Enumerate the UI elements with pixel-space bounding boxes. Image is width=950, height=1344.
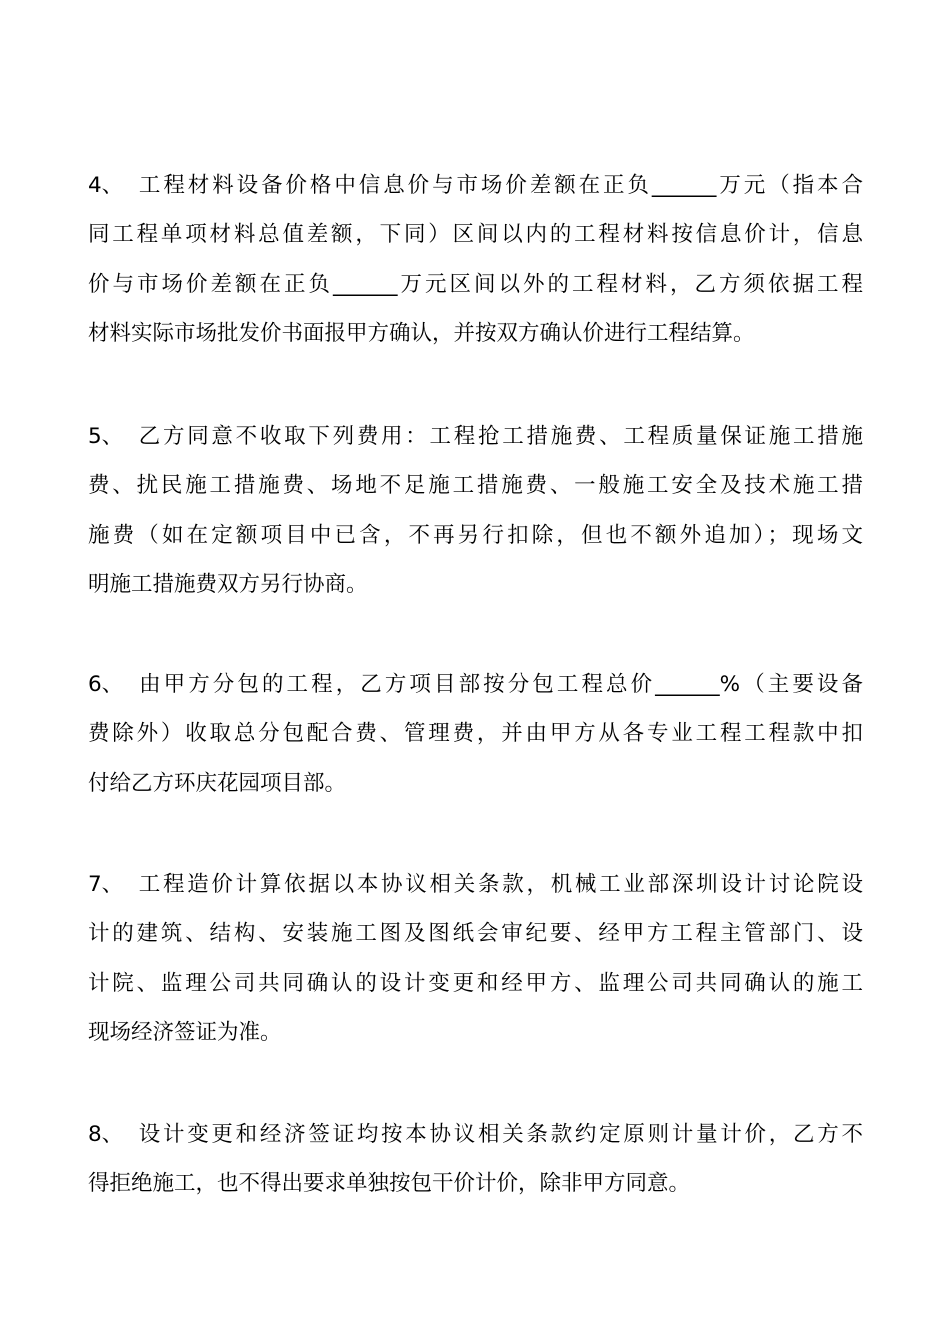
- clause-6-text-line-2: 费除外）收取总分包配合费、管理费，并由甲方从各专业工程工程款中扣: [88, 721, 863, 747]
- clause-4-text-line-2: 同工程单项材料总值差额，下同）区间以内的工程材料按信息价计，信息: [88, 222, 863, 248]
- clause-4-text-line-4: 材料实际市场批发价书面报甲方确认，并按双方确认价进行工程结算。: [88, 320, 755, 346]
- clause-6-line-1: [88, 660, 863, 709]
- clause-6-text-line-3: 付给乙方环庆花园项目部。: [88, 770, 347, 796]
- clause-7-line-1: [88, 860, 863, 909]
- clause-7-text-line-4: 现场经济签证为准。: [88, 1019, 282, 1045]
- clause-8: [88, 1110, 863, 1209]
- clause-5: [88, 412, 863, 609]
- clause-8-line-1: [88, 1110, 863, 1159]
- clause-5-line-1: [88, 412, 863, 461]
- clause-7-text-line-3: 计院、监理公司共同确认的设计变更和经甲方、监理公司共同确认的施工: [88, 970, 863, 996]
- clause-5-number: 5、: [88, 424, 124, 449]
- clause-5-text-line-3: 施费（如在定额项目中已含，不再另行扣除，但也不额外追加）；现场文: [88, 522, 863, 548]
- clause-7: [88, 860, 863, 1057]
- clause-4: [88, 161, 863, 358]
- clause-4-text-line-3: 价与市场价差额在正负______万元区间以外的工程材料，乙方须依据工程: [88, 271, 863, 297]
- clause-5-text-line-4: 明施工措施费双方另行协商。: [88, 571, 368, 597]
- clause-7-text-line-1: 工程造价计算依据以本协议相关条款，机械工业部深圳设计讨论院设: [136, 872, 863, 897]
- clause-5-text-line-1: 乙方同意不收取下列费用：工程抢工措施费、工程质量保证施工措施: [136, 424, 863, 449]
- clause-4-line-1: [88, 161, 863, 210]
- clause-6-text-line-1: 由甲方分包的工程，乙方项目部按分包工程总价______%（主要设备: [136, 672, 863, 697]
- clause-7-number: 7、: [88, 872, 124, 897]
- clause-8-text-line-1: 设计变更和经济签证均按本协议相关条款约定原则计量计价，乙方不: [136, 1122, 863, 1147]
- clause-8-text-line-2: 得拒绝施工，也不得出要求单独按包干价计价，除非甲方同意。: [88, 1171, 691, 1197]
- clause-8-number: 8、: [88, 1122, 124, 1147]
- clause-6: [88, 660, 863, 808]
- clause-4-text-line-1: 工程材料设备价格中信息价与市场价差额在正负______万元（指本合: [136, 173, 863, 198]
- clause-7-text-line-2: 计的建筑、结构、安装施工图及图纸会审纪要、经甲方工程主管部门、设: [88, 921, 863, 947]
- clause-6-number: 6、: [88, 672, 124, 697]
- clause-5-text-line-2: 费、扰民施工措施费、场地不足施工措施费、一般施工安全及技术施工措: [88, 473, 863, 499]
- clause-4-number: 4、: [88, 173, 124, 198]
